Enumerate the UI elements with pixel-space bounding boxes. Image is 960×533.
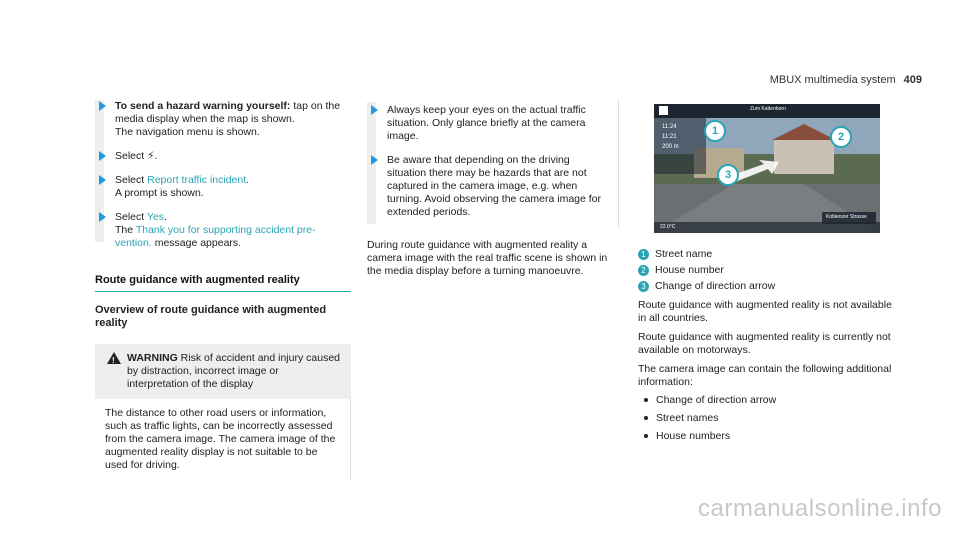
street-label: Zum Kattenborn (750, 106, 786, 112)
step-select-yes (95, 211, 351, 250)
watermark: carmanualsonline.info (698, 495, 942, 522)
callout-3: 3 (717, 164, 739, 186)
legend-item (638, 248, 898, 261)
step-arrow-icon (371, 155, 378, 165)
eta-time: 11:24 (662, 124, 677, 130)
legend-text: Street name (655, 248, 713, 260)
menu-item-report-traffic-incident: Report traffic incident (147, 174, 247, 186)
temperature: 22.0°C (660, 224, 676, 230)
legend-text: Change of direction arrow (655, 280, 776, 292)
step-send-hazard (95, 100, 351, 139)
arrival-time: 11:21 (662, 134, 677, 140)
step-result: A prompt is shown. (115, 187, 204, 199)
step-bold: To send a hazard warning yourself: (115, 100, 291, 112)
page-number: 409 (903, 74, 922, 86)
middle-column (367, 100, 619, 278)
header-title: MBUX multimedia system (769, 74, 896, 86)
legend-number: 2 (638, 265, 649, 276)
callout-2: 2 (830, 126, 852, 148)
list-item: House numbers (638, 430, 898, 443)
step-text: Select (115, 150, 148, 162)
legend-number: 1 (638, 249, 649, 260)
hazard-report-icon: ⚡ (147, 150, 155, 162)
section-title: Route guidance with augmented reality (95, 274, 351, 292)
list-item: Change of direction arrow (638, 394, 898, 407)
left-column (95, 100, 351, 480)
step-arrow-icon (99, 101, 106, 111)
step-be-aware (367, 154, 610, 219)
step-result: The (115, 224, 136, 236)
list-item: Street names (638, 412, 898, 425)
step-text: Select (115, 211, 147, 223)
message-thank-you: Thank you for supporting accident pre-vention. (115, 224, 316, 249)
paragraph-motorways: Route guidance with augmented reality is currently not available on motorways. (638, 331, 891, 356)
step-text: Always keep your eyes on the actual traffic situation. Only glance briefly at the camera image. (387, 104, 586, 142)
step-arrow-icon (99, 212, 106, 222)
step-keep-eyes (367, 104, 610, 143)
warning-body: The distance to other road users or information, such as traffic lights, can be incorrectly assessed from the camera image. The camera image of the augmented reality display is not suitable to be used for driving. (95, 399, 351, 480)
bottom-street: Koblenzer Strasse (826, 214, 867, 220)
step-result: The navigation menu is shown. (115, 126, 260, 138)
paragraph-availability: Route guidance with augmented reality is not available in all countries. (638, 299, 892, 324)
paragraph-during-guidance: During route guidance with augmented reality a camera image with the real traffic scene is shown in the media display before a turning manoeuvre. (367, 239, 608, 277)
menu-item-yes: Yes (146, 211, 165, 223)
legend-item (638, 264, 898, 277)
legend-text: House number (655, 264, 724, 276)
camera-image (654, 104, 880, 233)
step-result-after: message appears. (151, 237, 242, 249)
page-header (770, 74, 922, 86)
warning-head (105, 352, 341, 391)
warning-label: WARNING (127, 352, 178, 364)
warning-head-text: Risk of accident and injury caused by distraction, incorrect image or interpretation of the display (127, 352, 341, 390)
step-after: . (164, 211, 167, 223)
step-after: . (154, 150, 158, 162)
step-text: Select (115, 174, 148, 186)
right-column (638, 248, 898, 443)
step-arrow-icon (99, 151, 106, 161)
legend-number: 3 (638, 281, 649, 292)
step-select-report (95, 174, 351, 200)
distance: 200 m (662, 144, 679, 150)
legend-item (638, 280, 898, 293)
step-text: Be aware that depending on the driving situation there may be hazards that are not captured in the camera image, e.g. when turning. Avoid observing the camera image for extended periods. (387, 154, 602, 218)
paragraph-additional-info: The camera image can contain the following additional information: (638, 363, 892, 388)
warning-icon: ! (107, 352, 121, 364)
step-text: tap on the media display when the map is shown. (115, 100, 341, 125)
middle-steps-box (367, 100, 619, 227)
step-select-icon (95, 150, 351, 163)
step-arrow-icon (371, 105, 378, 115)
callout-1: 1 (704, 120, 726, 142)
warning-box (95, 344, 351, 399)
step-arrow-icon (99, 175, 106, 185)
overview-title: Overview of route guidance with augmented reality (95, 304, 327, 329)
step-after: . (246, 174, 250, 186)
